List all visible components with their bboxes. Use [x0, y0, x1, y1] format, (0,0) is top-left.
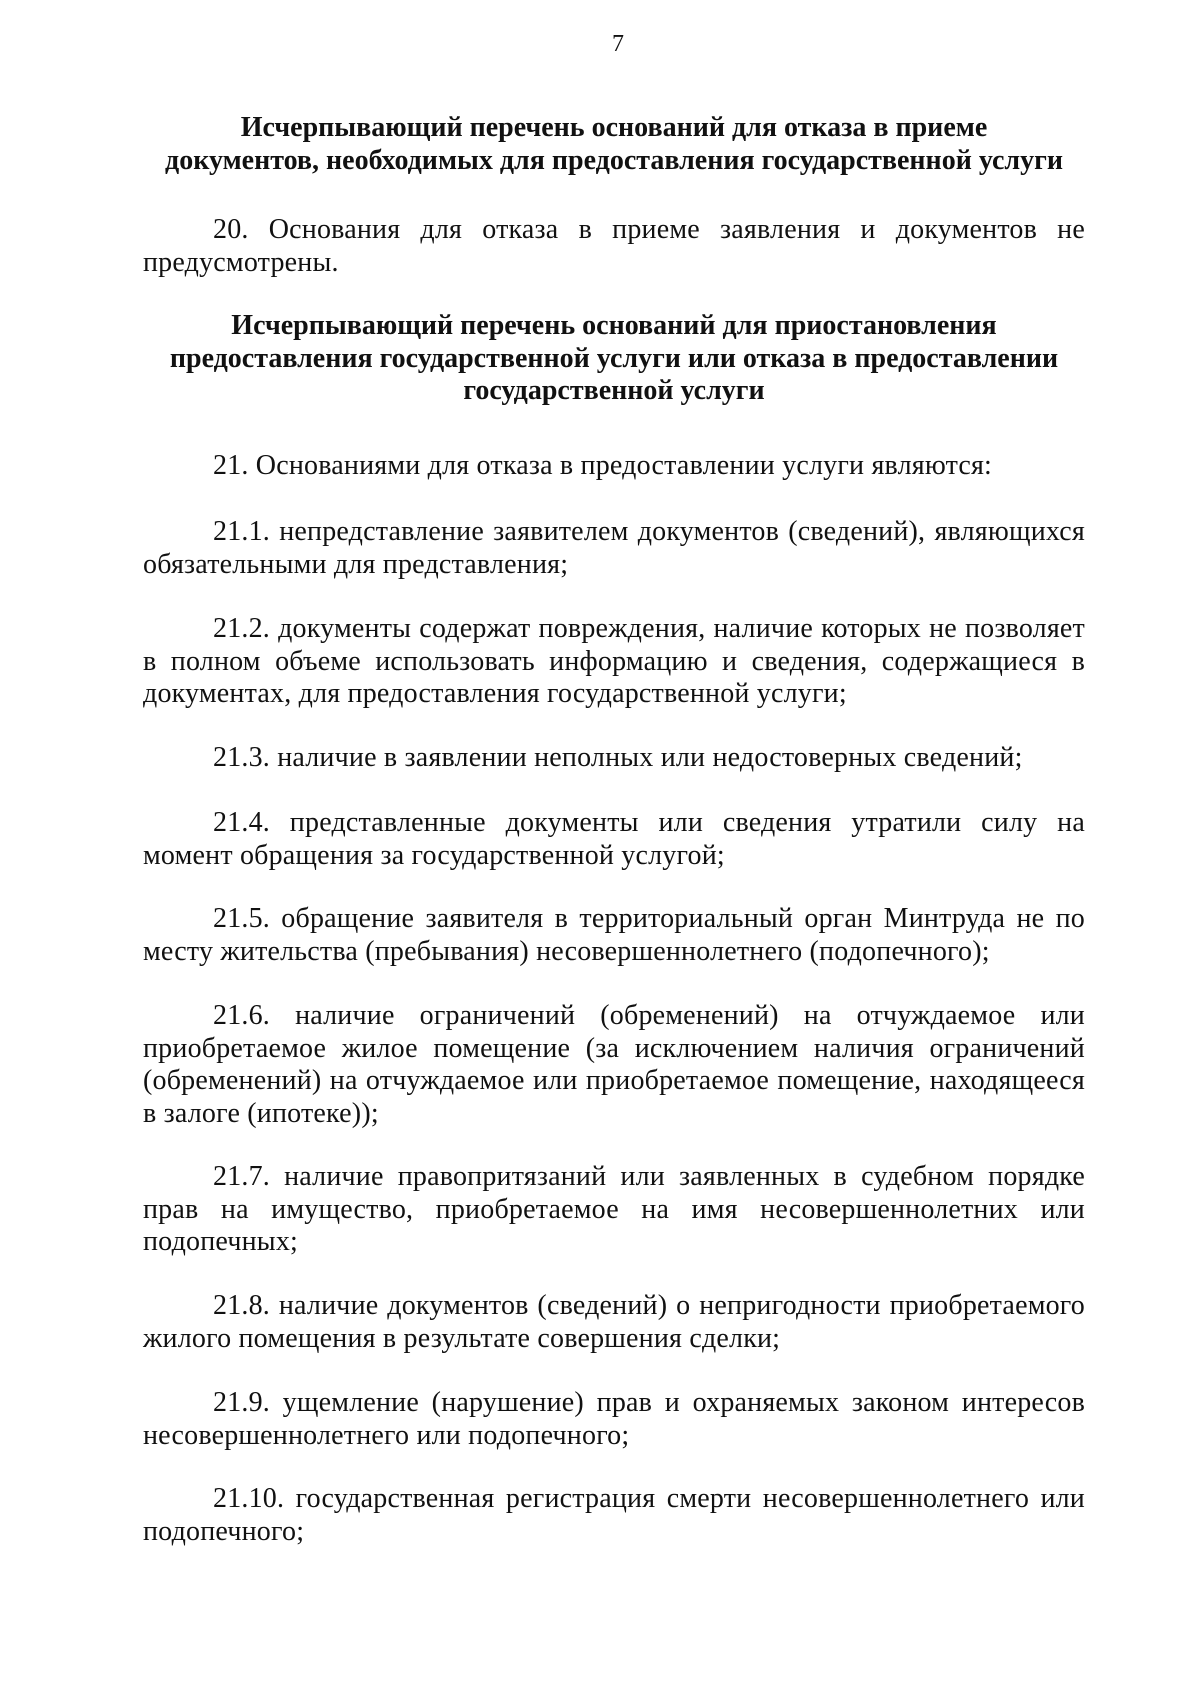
list-item-text: 21.9. ущемление (нарушение) прав и охраняемых законом интересов несовершеннолетнего или подопечного;: [143, 1387, 1085, 1451]
heading-line: Исчерпывающий перечень оснований для приостановления: [231, 310, 997, 341]
list-item-text: 21.8. наличие документов (сведений) о непригодности приобретаемого жилого помещения в результате совершения сделки;: [143, 1290, 1085, 1354]
list-item-text: 21.4. представленные документы или сведения утратили силу на момент обращения за государственной услугой;: [143, 807, 1085, 871]
heading-line: Исчерпывающий перечень оснований для отказа в приеме: [240, 112, 988, 143]
heading-line: документов, необходимых для предоставления государственной услуги: [165, 144, 1063, 176]
list-item-21-1: [143, 516, 1085, 581]
list-item-text: 21.10. государственная регистрация смерти несовершеннолетнего или подопечного;: [143, 1483, 1085, 1547]
list-item-text: 21.5. обращение заявителя в территориальный орган Минтруда не по месту жительства (пребывания) несовершеннолетнего (подопечного);: [143, 903, 1085, 967]
list-item-21-8: [143, 1290, 1085, 1355]
paragraph-20-block: [143, 214, 1085, 279]
list-item-text: 21.6. наличие ограничений (обременений) на отчуждаемое или приобретаемое жилое помещение (за исключением наличия ограничений (обременений) на отчуждаемое или приобретаемое помещение, находящееся в залоге (ипотеке));: [143, 1000, 1085, 1129]
list-item-text: 21.1. непредставление заявителем документов (сведений), являющихся обязательными для представления;: [143, 516, 1085, 580]
list-item-text: 21.2. документы содержат повреждения, наличие которых не позволяет в полном объеме использовать информацию и сведения, содержащиеся в документах, для предоставления государственной услуги;: [143, 613, 1085, 709]
list-item-21-4: [143, 807, 1085, 872]
list-item-21-7: [143, 1161, 1085, 1259]
list-item-21-6: [143, 1000, 1085, 1130]
list-item-21-9: [143, 1387, 1085, 1452]
page-number: 7: [612, 31, 624, 57]
list-item-text: 21.7. наличие правопритязаний или заявленных в судебном порядке прав на имущество, приобретаемое на имя несовершеннолетних или подопечных;: [143, 1161, 1085, 1257]
section-heading-refusal-to-accept: [143, 112, 1085, 177]
paragraph-21: 21. Основаниями для отказа в предоставлении услуги являются:: [213, 450, 993, 481]
list-item-21-3: [143, 742, 1085, 775]
list-item-21-10: [143, 1483, 1085, 1548]
list-item-text: 21.3. наличие в заявлении неполных или недостоверных сведений;: [213, 742, 1023, 773]
paragraph-20: 20. Основания для отказа в приеме заявления и документов не предусмотрены.: [143, 214, 1085, 278]
list-item-21-2: [143, 613, 1085, 711]
list-item-21-5: [143, 903, 1085, 968]
heading-line: предоставления государственной услуги или отказа в предоставлении: [169, 342, 1059, 374]
section-heading-refusal-to-provide: [143, 310, 1085, 408]
heading-line: государственной услуги: [463, 375, 765, 406]
paragraph-21-block: [143, 450, 1085, 483]
